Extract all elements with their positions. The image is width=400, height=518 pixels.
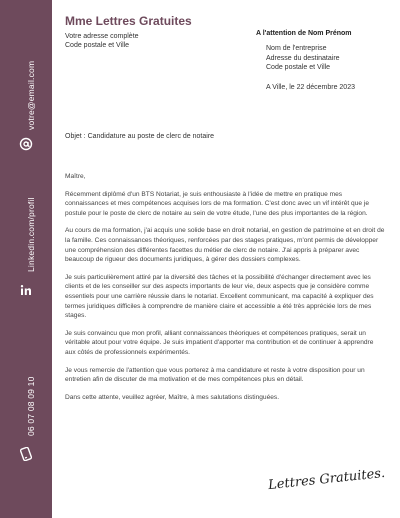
letter-object: Objet : Candidature au poste de clerc de notaire [65,133,215,140]
recipient-attention: A l'attention de Nom Prénom [256,30,352,37]
letter-paragraph-4: Je suis convaincu que mon profil, alliant connaissances théoriques et compétences pratiques, serait un véritable atout pour votre équipe. Je suis impatient d'apporter ma contribution et de continuer à apprendre aux côtés de professionnels expérimentés. [65,329,374,356]
sidebar [0,0,52,518]
recipient-address-block [266,44,340,73]
email-text[interactable]: votre@email.com [26,60,36,130]
linkedin-text[interactable]: Linkedin.com/profil [26,197,36,272]
signature: Lettres Gratuites. [267,465,386,494]
letter-salutation: Maître, [65,173,86,180]
letter-paragraph-2: Au cours de ma formation, j'ai acquis une solide base en droit notarial, en gestion de patrimoine et en droit de la famille. Ces connaissances théoriques, renforcées par des stages pratiques, m'ont permis de développer une compréhension des différentes facettes du métier de clerc de notaire. J'ai appris à préparer avec beaucoup de rigueur des documents juridiques, à gérer des dossiers complexes. [65,227,385,264]
letter-paragraph-3: Je suis particulièrement attiré par la diversité des tâches et la possibilité d'échanger directement avec les clients et de les conseiller sur des aspects importants de leur vie, deux aspects que je considère comme essentiels pour une carrière réussie dans le notariat. Excellent communicant, ma capacité à expliquer des termes juridiques difficiles à comprendre de manière claire et accessible a été très appréciée lors de mes stages. [65,273,374,320]
recipient-company: Nom de l'entreprise [266,45,327,52]
recipient-city: Code postale et Ville [266,64,331,71]
sender-name: Mme Lettres Gratuites [65,14,192,28]
sender-address: Votre adresse complète [65,33,139,40]
phone-text[interactable]: 06 07 08 09 10 [26,376,36,436]
recipient-address: Adresse du destinataire [266,54,340,62]
linkedin-icon [18,282,34,298]
at-icon [18,136,34,152]
letter-body [65,172,385,410]
letter-paragraph-6: Dans cette attente, veuillez agréer, Maître, à mes salutations distinguées. [65,393,280,401]
sender-address-block [65,32,139,50]
letter-paragraph-5: Je vous remercie de l'attention que vous porterez à ma candidature et reste à votre disposition pour un entretien afin de discuter de ma motivation et de mes compétences plus en détail. [65,366,365,384]
phone-icon [18,446,34,462]
letter-paragraph-1: Récemment diplômé d'un BTS Notariat, je suis enthousiaste à l'idée de mettre en pratique mes connaissances et mes compétences acquises lors de ma formation. C'est donc avec un vif intérêt que je postule pour le poste de clerc de notaire au sein de votre étude, l'une des plus importantes de la région. [65,190,369,217]
sender-city: Code postale et Ville [65,42,130,49]
letter-date: A Ville, le 22 décembre 2023 [266,84,355,91]
